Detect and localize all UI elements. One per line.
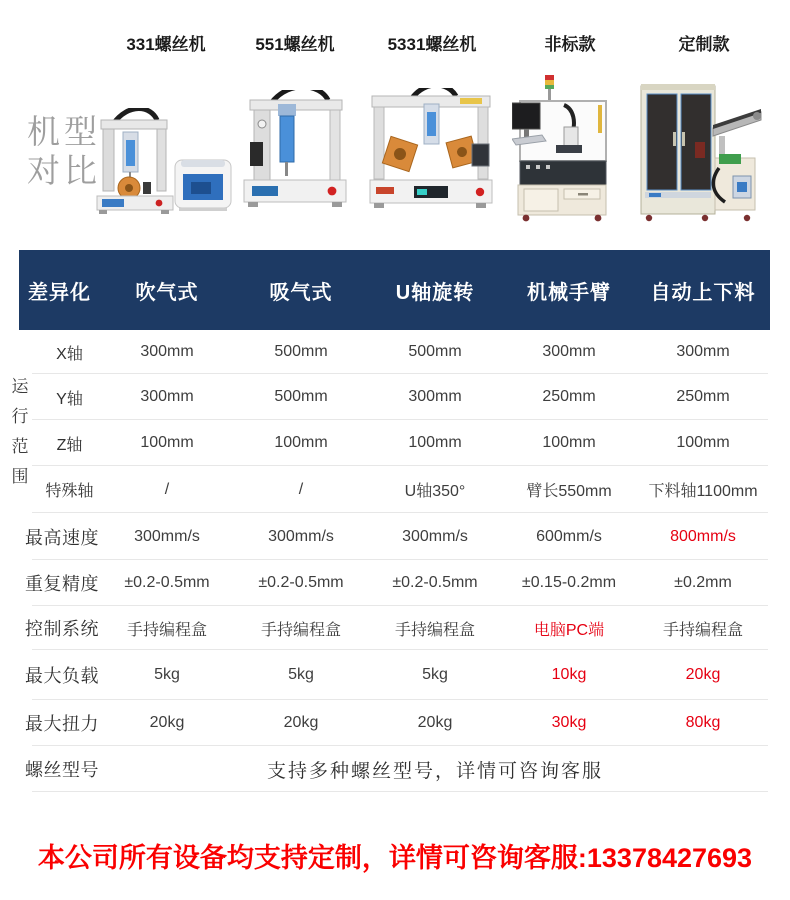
table-row-最高速度-value-0: 300mm/s xyxy=(134,527,200,545)
run-range-rows xyxy=(19,330,770,513)
table-row-最大负载-value-2: 5kg xyxy=(422,666,448,683)
table-row-最大扭力-value-0: 20kg xyxy=(149,714,185,731)
customization-banner: 本公司所有设备均支持定制，详情可咨询客服:13378427693 xyxy=(37,843,753,873)
table-row-Z轴-value-3: 100mm xyxy=(542,434,596,451)
product-photo-5331-machine xyxy=(368,88,494,218)
table-row-最大负载 xyxy=(19,650,770,700)
row-label: 最大扭力 xyxy=(25,714,99,734)
table-row-特殊轴-value-2: U轴350° xyxy=(404,483,466,500)
table-row-最大扭力-value-4: 80kg xyxy=(685,714,721,731)
table-row-特殊轴-value-0: / xyxy=(164,480,170,498)
table-row-最大负载-value-0: 5kg xyxy=(154,666,180,683)
table-row-最高速度-value-1: 300mm/s xyxy=(268,527,334,545)
table-row-重复精度-value-2: ±0.2-0.5mm xyxy=(392,574,478,591)
row-label: 特殊轴 xyxy=(45,483,94,500)
table-row-X轴 xyxy=(19,330,770,374)
table-row-最大扭力 xyxy=(19,700,770,746)
row-label: Y轴 xyxy=(56,390,83,408)
header-cell-diff: 差异化 xyxy=(28,281,91,304)
header-cell-2: 吸气式 xyxy=(269,281,333,304)
table-row-控制系统-value-4: 手持编程盒 xyxy=(662,621,743,639)
table-row-最大负载-value-4: 20kg xyxy=(685,666,721,683)
table-row-重复精度-value-3: ±0.15-0.2mm xyxy=(521,574,617,591)
table-row-最高速度-value-2: 300mm/s xyxy=(402,527,468,545)
screw-type-note: 支持多种螺丝型号，详情可咨询客服 xyxy=(266,760,603,782)
table-row-最大扭力-value-3: 30kg xyxy=(551,714,587,731)
table-row-Y轴-value-0: 300mm xyxy=(140,388,194,405)
table-row-Z轴 xyxy=(19,420,770,466)
table-row-重复精度-value-0: ±0.2-0.5mm xyxy=(124,574,210,591)
section-title xyxy=(27,112,101,190)
table-row-最大扭力-value-1: 20kg xyxy=(283,714,319,731)
spec-rows xyxy=(19,513,770,746)
table-row-Y轴-value-2: 300mm xyxy=(408,388,462,405)
product-label-2: 5331螺丝机 xyxy=(387,35,477,54)
row-label: 重复精度 xyxy=(25,574,99,594)
header-cell-4: 机械手臂 xyxy=(527,281,611,304)
table-row-控制系统-value-1: 手持编程盒 xyxy=(260,621,341,639)
table-row-特殊轴 xyxy=(19,466,770,513)
table-row-Z轴-value-0: 100mm xyxy=(140,434,194,451)
section-title-line1: 机型 xyxy=(27,113,101,150)
table-row-最大扭力-value-2: 20kg xyxy=(417,714,453,731)
row-label: 最大负载 xyxy=(25,666,99,686)
header-cell-3: U轴旋转 xyxy=(395,281,475,304)
table-row-X轴-value-3: 300mm xyxy=(542,343,596,360)
product-photo-nonstandard-machine xyxy=(512,75,610,223)
table-row-X轴-value-0: 300mm xyxy=(140,343,194,360)
section-title-line2: 对比 xyxy=(27,152,101,189)
product-photo-331-machine xyxy=(95,108,233,216)
comparison-table xyxy=(11,250,770,792)
table-row-控制系统-value-2: 手持编程盒 xyxy=(394,621,475,639)
row-label: X轴 xyxy=(56,345,83,363)
table-row-控制系统-value-3: 电脑PC端 xyxy=(533,621,605,639)
product-label-4: 定制款 xyxy=(678,35,730,54)
run-range-group xyxy=(11,330,770,513)
table-row-Y轴-value-1: 500mm xyxy=(274,388,328,405)
row-label: Z轴 xyxy=(56,436,83,454)
table-header-row xyxy=(19,250,770,330)
product-label-3: 非标款 xyxy=(544,35,596,54)
table-row-特殊轴-value-3: 臂长550mm xyxy=(526,483,612,500)
run-range-label-char: 运 xyxy=(11,377,29,396)
table-row-Z轴-value-2: 100mm xyxy=(408,434,462,451)
table-row-重复精度-value-4: ±0.2mm xyxy=(674,574,732,591)
table-row-控制系统 xyxy=(19,606,770,650)
row-label: 控制系统 xyxy=(25,619,99,639)
table-row-控制系统-value-0: 手持编程盒 xyxy=(126,621,207,639)
table-row-X轴-value-1: 500mm xyxy=(274,343,328,360)
table-row-最高速度-value-4: 800mm/s xyxy=(670,527,736,545)
table-row-最高速度 xyxy=(19,513,770,560)
table-row-screw-type xyxy=(19,746,770,792)
table-row-Z轴-value-1: 100mm xyxy=(274,434,328,451)
table-row-Y轴 xyxy=(19,374,770,420)
product-label-1: 551螺丝机 xyxy=(255,35,335,54)
table-row-Y轴-value-3: 250mm xyxy=(542,388,596,405)
table-row-X轴-value-4: 300mm xyxy=(676,343,730,360)
header-cell-1: 吹气式 xyxy=(135,281,199,304)
table-row-重复精度 xyxy=(19,560,770,606)
table-row-X轴-value-2: 500mm xyxy=(408,343,462,360)
product-label-0: 331螺丝机 xyxy=(126,35,206,54)
table-row-特殊轴-value-4: 下料轴1100mm xyxy=(648,483,758,500)
run-range-label-char: 范 xyxy=(11,437,29,456)
table-row-特殊轴-value-1: / xyxy=(298,480,304,498)
product-photo-custom-machine xyxy=(635,84,763,222)
table-row-最大负载-value-1: 5kg xyxy=(288,666,314,683)
run-range-label-char: 行 xyxy=(11,407,29,426)
header-cell-5: 自动上下料 xyxy=(650,281,756,304)
table-row-最高速度-value-3: 600mm/s xyxy=(536,527,602,545)
table-row-Z轴-value-4: 100mm xyxy=(676,434,730,451)
product-photo-551-machine xyxy=(242,90,348,215)
table-row-Y轴-value-4: 250mm xyxy=(676,388,730,405)
row-label: 最高速度 xyxy=(25,527,99,548)
table-row-最大负载-value-3: 10kg xyxy=(551,666,587,683)
table-row-重复精度-value-1: ±0.2-0.5mm xyxy=(258,574,344,591)
row-label: 螺丝型号 xyxy=(25,760,99,780)
run-range-label-char: 围 xyxy=(11,467,29,486)
